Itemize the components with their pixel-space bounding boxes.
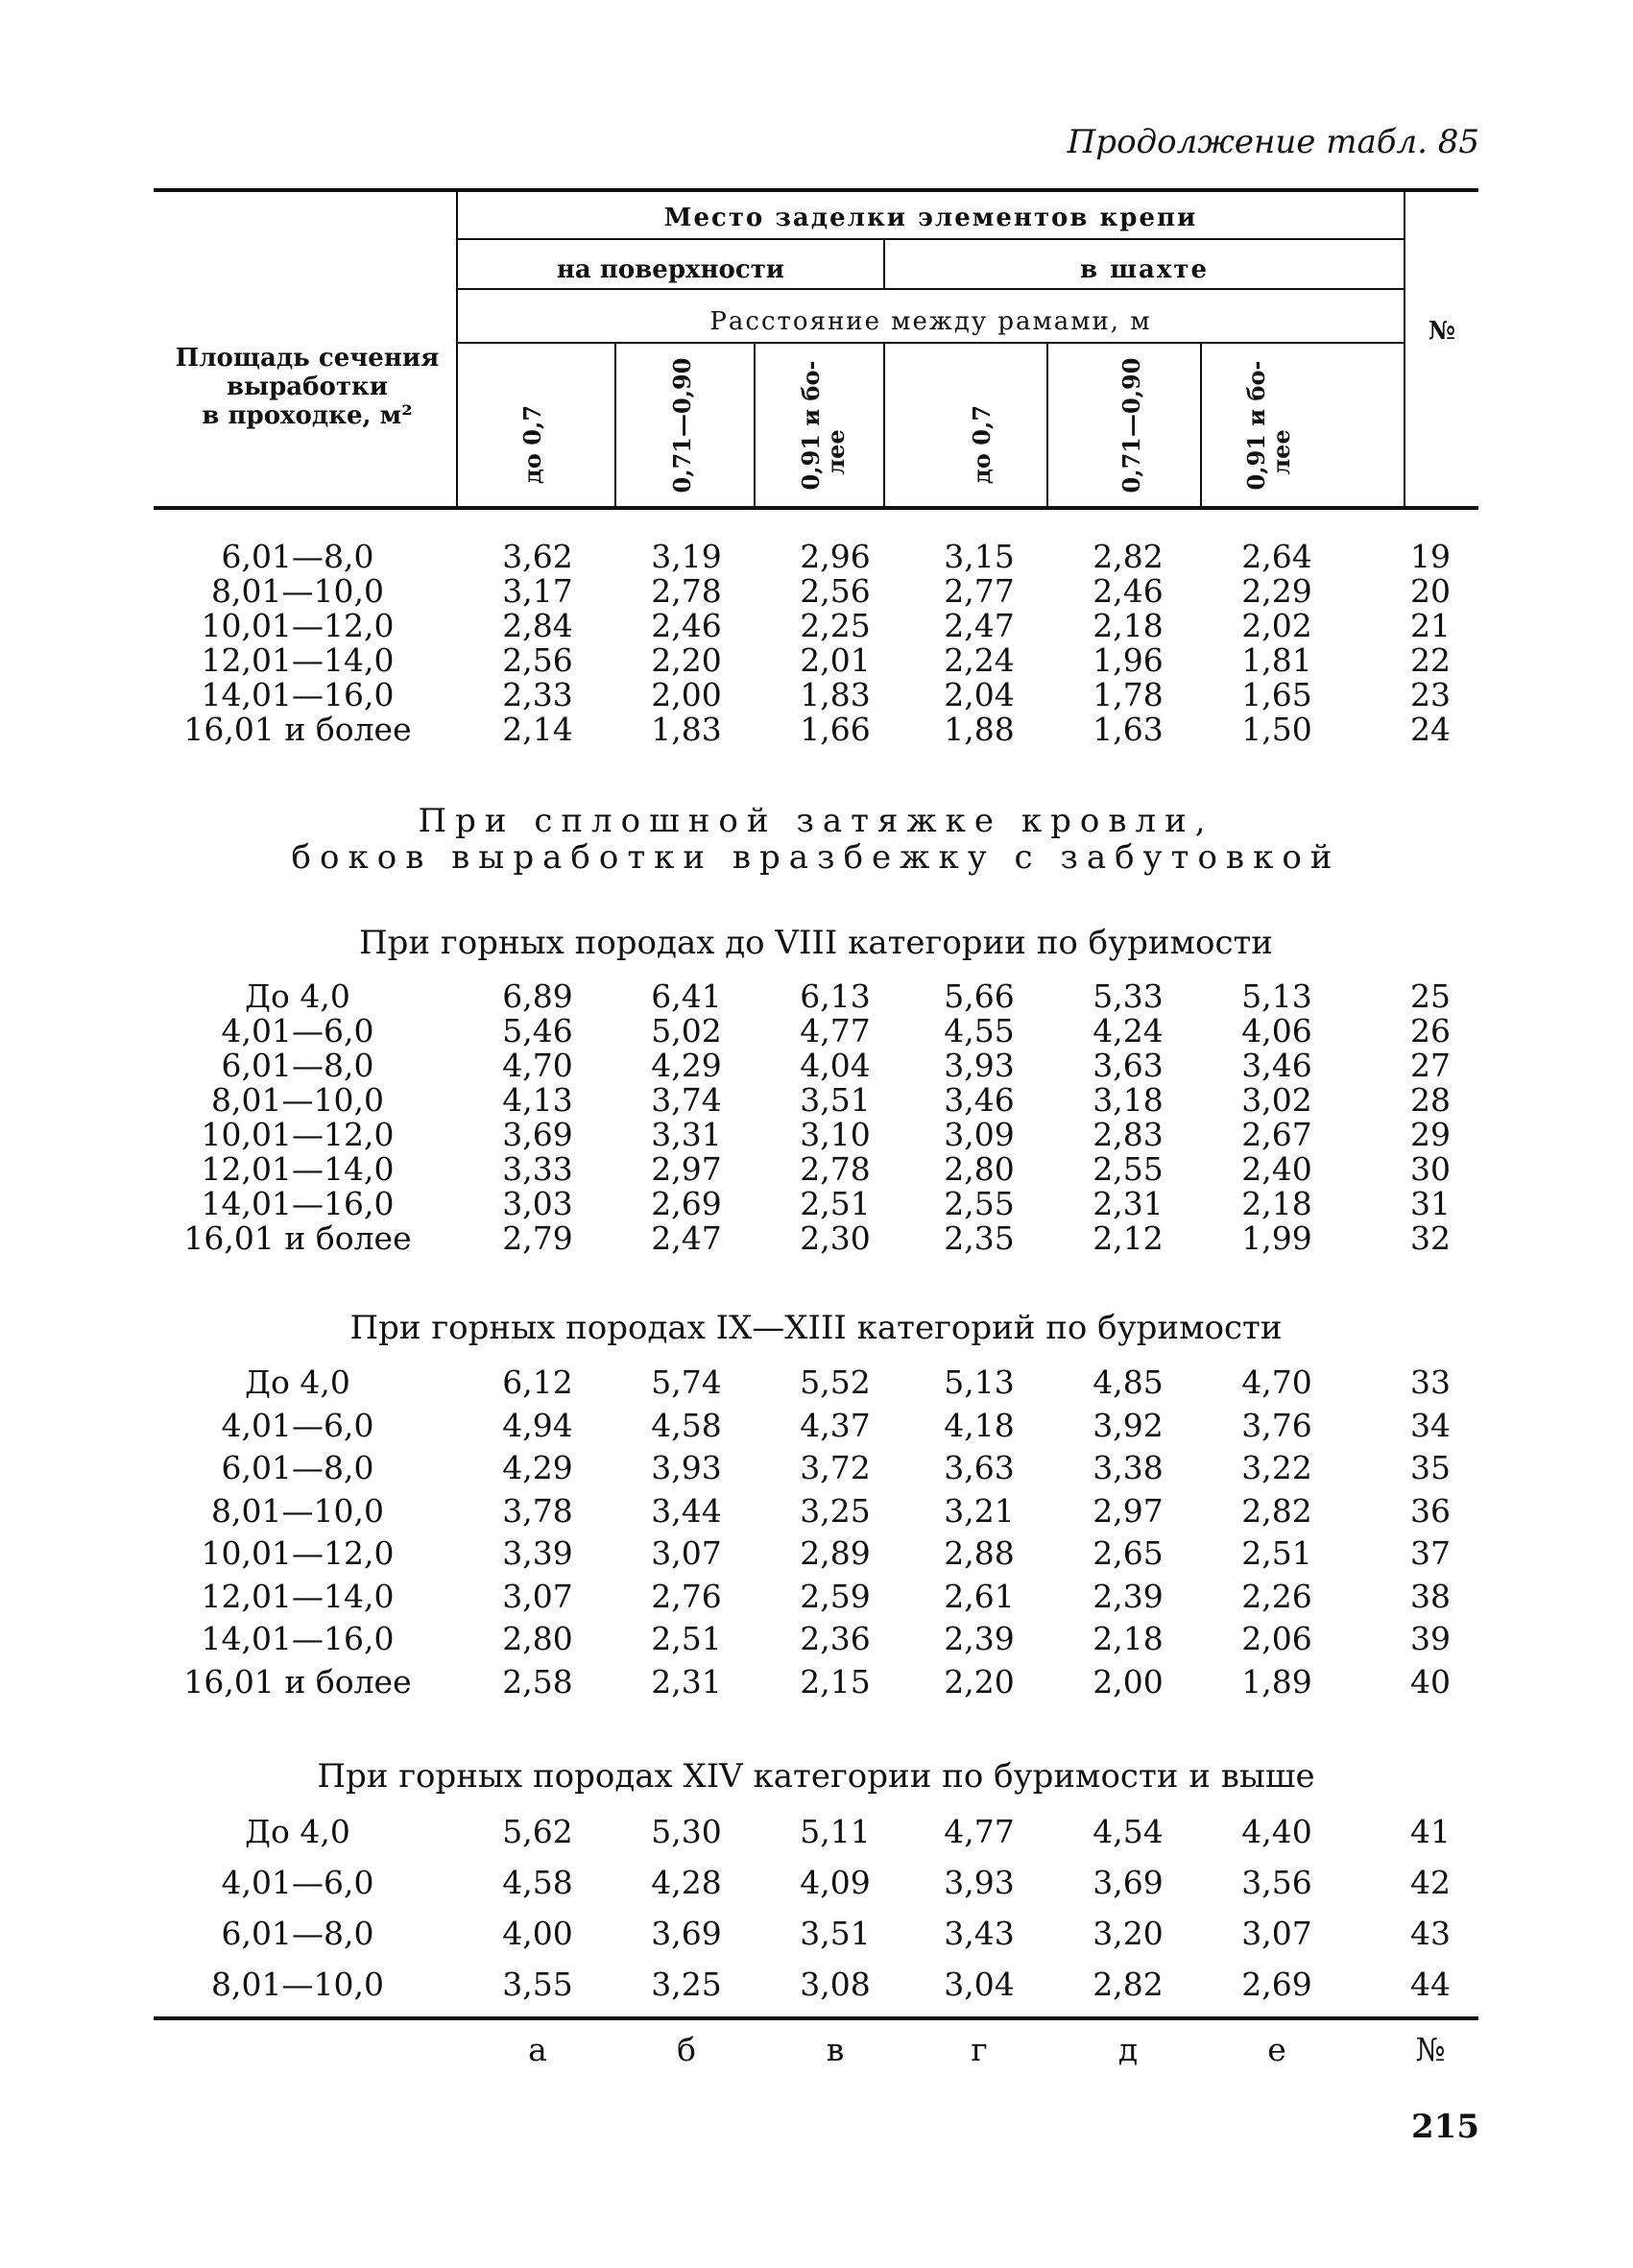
cell-a: 3,17 — [502, 572, 573, 610]
cell-b: 2,20 — [651, 641, 722, 679]
cell-e: 5,33 — [1093, 977, 1164, 1015]
cell-d: 3,46 — [944, 1081, 1015, 1119]
distance-rule — [458, 342, 1404, 344]
cell-e: 3,18 — [1093, 1081, 1164, 1119]
cell-b: 3,44 — [651, 1491, 722, 1530]
subsection-xiv: При горных породах XIV категории по буримости и выше — [317, 1757, 1315, 1796]
cell-b: 4,29 — [651, 1047, 722, 1084]
cell-no: 44 — [1410, 1966, 1451, 2003]
cell-b: 2,69 — [651, 1185, 722, 1222]
table-row — [0, 1813, 1633, 1850]
cell-c: 2,36 — [800, 1620, 871, 1657]
cell-c: 3,10 — [800, 1116, 871, 1153]
cell-area: 14,01—16,0 — [201, 1185, 395, 1222]
cell-no: 29 — [1410, 1116, 1451, 1153]
continuation-title: Продолжение табл. 85 — [1067, 123, 1479, 161]
table-row — [0, 1219, 1633, 1257]
cell-area: 12,01—14,0 — [201, 1577, 395, 1615]
cell-a: 3,55 — [502, 1966, 573, 2003]
col-divider-2 — [754, 344, 756, 506]
cell-a: 6,12 — [502, 1363, 573, 1401]
cell-no: 31 — [1410, 1185, 1451, 1222]
cell-b: 2,76 — [651, 1577, 722, 1615]
cell-a: 3,33 — [502, 1150, 573, 1188]
table-row — [0, 1662, 1633, 1701]
cell-a: 2,56 — [502, 641, 573, 679]
table-row — [0, 1864, 1633, 1901]
cell-a: 4,13 — [502, 1081, 573, 1119]
footer-col-b: б — [677, 2031, 696, 2068]
cell-f: 3,22 — [1241, 1449, 1312, 1486]
cell-b: 3,25 — [651, 1966, 722, 2003]
footer-col-c: в — [826, 2031, 845, 2068]
cell-area: 6,01—8,0 — [221, 1449, 374, 1486]
cell-no: 36 — [1410, 1491, 1451, 1530]
cell-d: 2,24 — [944, 641, 1015, 679]
cell-area: 6,01—8,0 — [221, 538, 374, 575]
cell-f: 3,56 — [1241, 1864, 1312, 1901]
cell-c: 2,56 — [800, 572, 871, 610]
cell-d: 2,35 — [944, 1219, 1015, 1257]
cell-b: 3,19 — [651, 538, 722, 575]
cell-area: 16,01 и более — [183, 1219, 412, 1257]
cell-f: 4,40 — [1241, 1813, 1312, 1850]
cell-area: До 4,0 — [245, 1813, 350, 1850]
page-number: 215 — [1411, 2108, 1479, 2146]
place-rule — [458, 238, 1404, 240]
cell-f: 2,40 — [1241, 1150, 1312, 1188]
cell-f: 2,64 — [1241, 538, 1312, 575]
cell-e: 2,46 — [1093, 572, 1164, 610]
col-header-b: 0,71—0,90 — [668, 357, 696, 494]
cell-e: 2,31 — [1093, 1185, 1164, 1222]
cell-c: 2,01 — [800, 641, 871, 679]
cell-d: 4,55 — [944, 1012, 1015, 1050]
table-row — [0, 1116, 1633, 1153]
cell-area: 8,01—10,0 — [211, 1081, 384, 1119]
cell-a: 3,07 — [502, 1577, 573, 1615]
cell-d: 3,93 — [944, 1864, 1015, 1901]
cell-c: 1,83 — [800, 676, 871, 713]
cell-no: 25 — [1410, 977, 1451, 1015]
cell-b: 2,78 — [651, 572, 722, 610]
cell-b: 2,51 — [651, 1620, 722, 1657]
cell-d: 5,66 — [944, 977, 1015, 1015]
cell-a: 2,80 — [502, 1620, 573, 1657]
cell-e: 3,63 — [1093, 1047, 1164, 1084]
table-bottom-rule — [154, 2016, 1478, 2020]
cell-f: 2,69 — [1241, 1966, 1312, 2003]
cell-a: 3,62 — [502, 538, 573, 575]
cell-d: 3,04 — [944, 1966, 1015, 2003]
cell-f: 5,13 — [1241, 977, 1312, 1015]
table-row — [0, 1449, 1633, 1486]
cell-c: 3,25 — [800, 1491, 871, 1530]
cell-c: 5,52 — [800, 1363, 871, 1401]
cell-area: 10,01—12,0 — [201, 607, 395, 644]
cell-c: 5,11 — [800, 1813, 871, 1850]
table-row — [0, 1185, 1633, 1222]
area-header-line1: Площадь сечения — [175, 344, 440, 373]
cell-c: 2,59 — [800, 1577, 871, 1615]
cell-d: 3,43 — [944, 1915, 1015, 1952]
cell-d: 3,15 — [944, 538, 1015, 575]
cell-a: 4,00 — [502, 1915, 573, 1952]
cell-d: 2,88 — [944, 1534, 1015, 1572]
table-row — [0, 1915, 1633, 1952]
cell-d: 3,21 — [944, 1491, 1015, 1530]
cell-b: 4,28 — [651, 1864, 722, 1901]
cell-no: 34 — [1410, 1406, 1451, 1444]
col-header-d: до 0,7 — [968, 404, 996, 485]
cell-d: 2,80 — [944, 1150, 1015, 1188]
cell-no: 22 — [1410, 641, 1451, 679]
area-header-line2: выработки — [226, 373, 388, 401]
cell-e: 2,82 — [1093, 538, 1164, 575]
cell-d: 2,47 — [944, 607, 1015, 644]
surface-header: на поверхности — [556, 255, 785, 284]
cell-no: 28 — [1410, 1081, 1451, 1119]
cell-b: 3,07 — [651, 1534, 722, 1572]
cell-e: 4,85 — [1093, 1363, 1164, 1401]
cell-no: 42 — [1410, 1864, 1451, 1901]
table-row — [0, 1047, 1633, 1084]
cell-c: 2,30 — [800, 1219, 871, 1257]
cell-area: 14,01—16,0 — [201, 676, 395, 713]
cell-no: 39 — [1410, 1620, 1451, 1657]
cell-c: 3,51 — [800, 1915, 871, 1952]
cell-e: 4,54 — [1093, 1813, 1164, 1850]
cell-a: 2,14 — [502, 711, 573, 748]
table-row — [0, 1577, 1633, 1615]
cell-no: 32 — [1410, 1219, 1451, 1257]
table-top-rule — [154, 188, 1478, 192]
cell-area: 10,01—12,0 — [201, 1116, 395, 1153]
col-header-f1: 0,91 и бо- — [1242, 360, 1270, 491]
table-row — [0, 1534, 1633, 1572]
cell-no: 40 — [1410, 1662, 1451, 1701]
table-row — [0, 676, 1633, 713]
table-row — [0, 1363, 1633, 1401]
cell-a: 2,79 — [502, 1219, 573, 1257]
cell-no: 26 — [1410, 1012, 1451, 1050]
cell-b: 5,30 — [651, 1813, 722, 1850]
cell-e: 2,18 — [1093, 1620, 1164, 1657]
cell-b: 3,69 — [651, 1915, 722, 1952]
table-row — [0, 1081, 1633, 1119]
cell-e: 2,00 — [1093, 1662, 1164, 1701]
cell-a: 2,84 — [502, 607, 573, 644]
table-row — [0, 1012, 1633, 1050]
col-header-e: 0,71—0,90 — [1117, 357, 1145, 494]
cell-a: 3,39 — [502, 1534, 573, 1572]
cell-area: 8,01—10,0 — [211, 1966, 384, 2003]
col-divider-1 — [614, 344, 616, 506]
cell-e: 3,20 — [1093, 1915, 1164, 1952]
cell-no: 37 — [1410, 1534, 1451, 1572]
cell-e: 2,18 — [1093, 607, 1164, 644]
cell-area: До 4,0 — [245, 1363, 350, 1401]
table-row — [0, 711, 1633, 748]
cell-e: 2,65 — [1093, 1534, 1164, 1572]
cell-e: 2,55 — [1093, 1150, 1164, 1188]
cell-f: 2,29 — [1241, 572, 1312, 610]
cell-e: 1,63 — [1093, 711, 1164, 748]
cell-d: 3,09 — [944, 1116, 1015, 1153]
cell-d: 2,61 — [944, 1577, 1015, 1615]
cell-e: 1,78 — [1093, 676, 1164, 713]
cell-c: 1,66 — [800, 711, 871, 748]
table-row — [0, 1150, 1633, 1188]
number-header: № — [1428, 317, 1456, 346]
area-header-line3: в проходке, м² — [202, 401, 413, 430]
cell-f: 4,06 — [1241, 1012, 1312, 1050]
cell-b: 2,97 — [651, 1150, 722, 1188]
table-row — [0, 977, 1633, 1015]
cell-c: 6,13 — [800, 977, 871, 1015]
cell-f: 3,07 — [1241, 1915, 1312, 1952]
cell-area: 10,01—12,0 — [201, 1534, 395, 1572]
cell-b: 6,41 — [651, 977, 722, 1015]
cell-no: 43 — [1410, 1915, 1451, 1952]
cell-f: 3,46 — [1241, 1047, 1312, 1084]
cell-area: 16,01 и более — [183, 711, 412, 748]
cell-area: 8,01—10,0 — [211, 1491, 384, 1530]
cell-d: 2,20 — [944, 1662, 1015, 1701]
table-row — [0, 538, 1633, 575]
header-divider-right — [1404, 192, 1405, 506]
cell-area: 6,01—8,0 — [221, 1047, 374, 1084]
cell-no: 27 — [1410, 1047, 1451, 1084]
cell-c: 4,09 — [800, 1864, 871, 1901]
cell-area: 14,01—16,0 — [201, 1620, 395, 1657]
cell-f: 3,02 — [1241, 1081, 1312, 1119]
footer-col-a: а — [528, 2031, 547, 2068]
cell-f: 2,06 — [1241, 1620, 1312, 1657]
cell-b: 3,31 — [651, 1116, 722, 1153]
cell-f: 2,51 — [1241, 1534, 1312, 1572]
cell-no: 33 — [1410, 1363, 1451, 1401]
cell-d: 5,13 — [944, 1363, 1015, 1401]
cell-c: 2,96 — [800, 538, 871, 575]
cell-e: 3,69 — [1093, 1864, 1164, 1901]
cell-c: 4,77 — [800, 1012, 871, 1050]
cell-c: 3,72 — [800, 1449, 871, 1486]
cell-c: 3,08 — [800, 1966, 871, 2003]
col-header-a: до 0,7 — [518, 404, 546, 485]
cell-f: 2,67 — [1241, 1116, 1312, 1153]
surface-mine-rule — [458, 288, 1404, 290]
cell-a: 5,46 — [502, 1012, 573, 1050]
cell-area: 12,01—14,0 — [201, 641, 395, 679]
distance-header: Расстояние между рамами, м — [709, 307, 1152, 336]
cell-b: 2,00 — [651, 676, 722, 713]
cell-f: 1,50 — [1241, 711, 1312, 748]
footer-col-no: № — [1415, 2031, 1446, 2068]
table-row — [0, 607, 1633, 644]
cell-d: 2,04 — [944, 676, 1015, 713]
cell-f: 1,99 — [1241, 1219, 1312, 1257]
section-title-line2: боков выработки вразбежку с забутовкой — [291, 838, 1341, 877]
cell-e: 2,83 — [1093, 1116, 1164, 1153]
cell-a: 4,29 — [502, 1449, 573, 1486]
cell-d: 4,18 — [944, 1406, 1015, 1444]
cell-b: 5,02 — [651, 1012, 722, 1050]
cell-b: 3,93 — [651, 1449, 722, 1486]
cell-area: До 4,0 — [245, 977, 350, 1015]
cell-c: 3,51 — [800, 1081, 871, 1119]
cell-c: 4,37 — [800, 1406, 871, 1444]
subsection-ix-xiii: При горных породах IX—XIII категорий по буримости — [349, 1309, 1283, 1347]
cell-e: 2,12 — [1093, 1219, 1164, 1257]
cell-b: 1,83 — [651, 711, 722, 748]
cell-b: 2,46 — [651, 607, 722, 644]
cell-a: 2,58 — [502, 1662, 573, 1701]
cell-d: 1,88 — [944, 711, 1015, 748]
cell-area: 8,01—10,0 — [211, 572, 384, 610]
mine-header: в шахте — [1079, 255, 1210, 284]
cell-c: 2,15 — [800, 1662, 871, 1701]
cell-no: 41 — [1410, 1813, 1451, 1850]
col-divider-4 — [1046, 344, 1048, 506]
cell-d: 3,93 — [944, 1047, 1015, 1084]
col-divider-3 — [883, 344, 885, 506]
footer-col-e: д — [1117, 2031, 1139, 2068]
col-header-c2: лее — [822, 429, 850, 475]
cell-f: 1,89 — [1241, 1662, 1312, 1701]
cell-e: 2,39 — [1093, 1577, 1164, 1615]
cell-b: 3,74 — [651, 1081, 722, 1119]
cell-f: 2,82 — [1241, 1491, 1312, 1530]
table-row — [0, 1966, 1633, 2003]
cell-a: 4,58 — [502, 1864, 573, 1901]
cell-f: 4,70 — [1241, 1363, 1312, 1401]
cell-no: 19 — [1410, 538, 1451, 575]
col-header-c1: 0,91 и бо- — [797, 360, 825, 491]
col-header-f2: лее — [1267, 429, 1295, 475]
cell-c: 2,89 — [800, 1534, 871, 1572]
cell-c: 2,25 — [800, 607, 871, 644]
cell-c: 2,51 — [800, 1185, 871, 1222]
cell-e: 1,96 — [1093, 641, 1164, 679]
cell-c: 4,04 — [800, 1047, 871, 1084]
cell-area: 4,01—6,0 — [221, 1864, 374, 1901]
cell-f: 2,26 — [1241, 1577, 1312, 1615]
cell-d: 3,63 — [944, 1449, 1015, 1486]
cell-a: 3,78 — [502, 1491, 573, 1530]
cell-no: 23 — [1410, 676, 1451, 713]
cell-area: 12,01—14,0 — [201, 1150, 395, 1188]
cell-no: 38 — [1410, 1577, 1451, 1615]
cell-f: 1,81 — [1241, 641, 1312, 679]
cell-no: 20 — [1410, 572, 1451, 610]
section-title-line1: При сплошной затяжке кровли, — [418, 802, 1214, 840]
cell-e: 2,97 — [1093, 1491, 1164, 1530]
cell-b: 2,31 — [651, 1662, 722, 1701]
cell-d: 2,77 — [944, 572, 1015, 610]
table-row — [0, 1406, 1633, 1444]
cell-area: 4,01—6,0 — [221, 1406, 374, 1444]
cell-b: 2,47 — [651, 1219, 722, 1257]
cell-f: 1,65 — [1241, 676, 1312, 713]
table-row — [0, 1620, 1633, 1657]
cell-e: 2,82 — [1093, 1966, 1164, 2003]
cell-d: 2,55 — [944, 1185, 1015, 1222]
cell-b: 4,58 — [651, 1406, 722, 1444]
cell-a: 6,89 — [502, 977, 573, 1015]
cell-d: 2,39 — [944, 1620, 1015, 1657]
subsection-viii: При горных породах до VIII категории по буримости — [359, 924, 1273, 962]
cell-area: 4,01—6,0 — [221, 1012, 374, 1050]
cell-e: 3,92 — [1093, 1406, 1164, 1444]
cell-e: 3,38 — [1093, 1449, 1164, 1486]
cell-no: 24 — [1410, 711, 1451, 748]
cell-e: 4,24 — [1093, 1012, 1164, 1050]
table-row — [0, 1491, 1633, 1530]
cell-no: 21 — [1410, 607, 1451, 644]
cell-f: 3,76 — [1241, 1406, 1312, 1444]
footer-col-f: е — [1267, 2031, 1286, 2068]
cell-c: 2,78 — [800, 1150, 871, 1188]
cell-a: 2,33 — [502, 676, 573, 713]
table-row — [0, 641, 1633, 679]
cell-a: 5,62 — [502, 1813, 573, 1850]
cell-b: 5,74 — [651, 1363, 722, 1401]
cell-d: 4,77 — [944, 1813, 1015, 1850]
footer-col-d: г — [971, 2031, 988, 2068]
cell-area: 6,01—8,0 — [221, 1915, 374, 1952]
cell-area: 16,01 и более — [183, 1662, 412, 1701]
cell-f: 2,18 — [1241, 1185, 1312, 1222]
cell-no: 35 — [1410, 1449, 1451, 1486]
cell-f: 2,02 — [1241, 607, 1312, 644]
cell-a: 3,69 — [502, 1116, 573, 1153]
table-row — [0, 572, 1633, 610]
place-header: Место заделки элементов крепи — [663, 204, 1198, 232]
cell-a: 4,70 — [502, 1047, 573, 1084]
col-divider-5 — [1200, 344, 1202, 506]
cell-a: 3,03 — [502, 1185, 573, 1222]
cell-a: 4,94 — [502, 1406, 573, 1444]
cell-no: 30 — [1410, 1150, 1451, 1188]
